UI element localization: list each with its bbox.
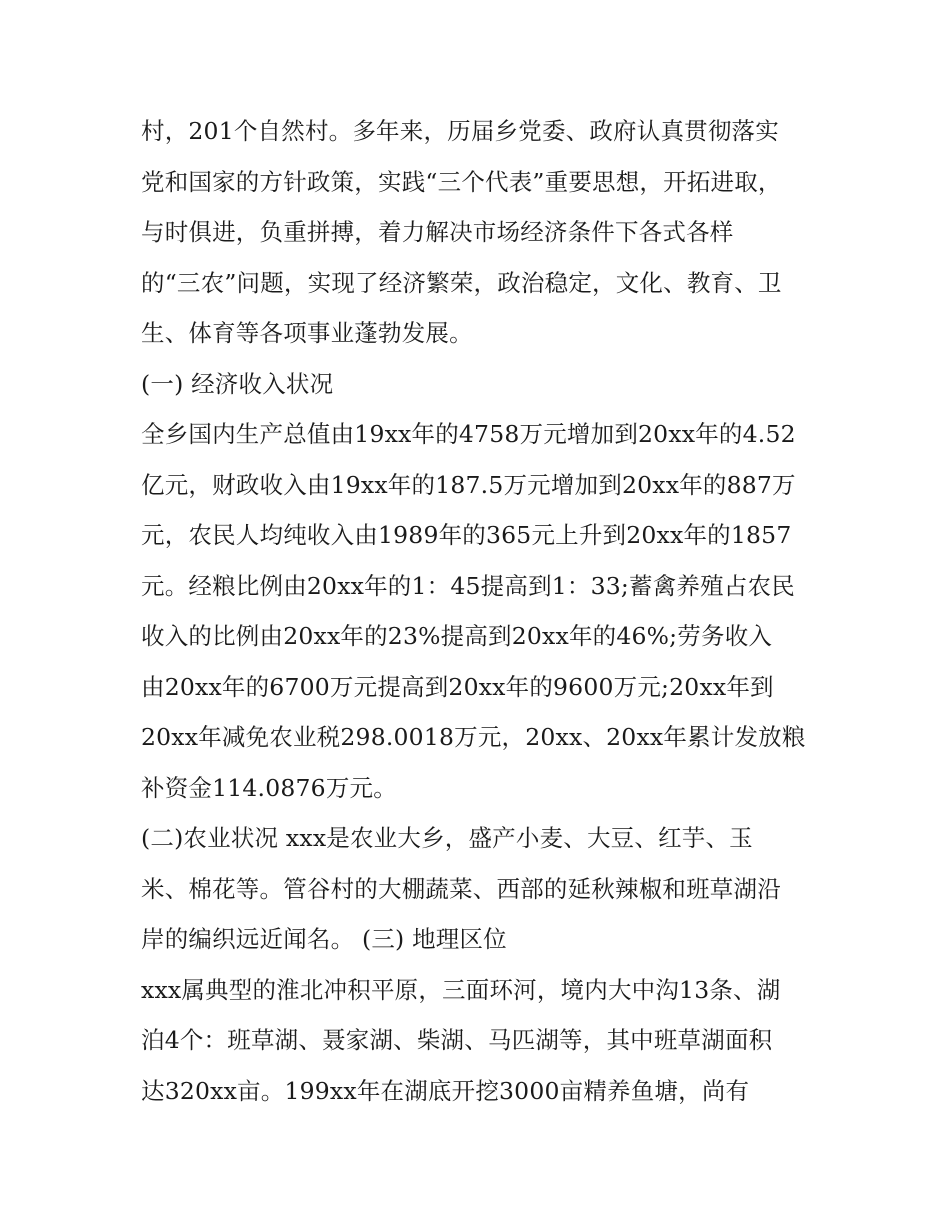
text-line: (二)农业状况 xxx是农业大乡，盛产小麦、大豆、红芋、玉	[141, 824, 753, 852]
text-line: 全乡国内生产总值由19xx年的4758万元增加到20xx年的4.52	[141, 420, 796, 448]
text-line: 由20xx年的6700万元提高到20xx年的9600万元;20xx年到	[141, 672, 774, 701]
text-line: xxx属典型的淮北冲积平原，三面环河，境内大中沟13条、湖	[141, 975, 781, 1004]
section-heading: (一) 经济收入状况	[141, 369, 334, 398]
text-line: 20xx年减免农业税298.0018万元，20xx、20xx年累计发放粮	[141, 723, 806, 751]
text-line: 与时俱进，负重拼搏，着力解决市场经济条件下各式各样	[141, 218, 734, 246]
text-line: 生、体育等各项事业蓬勃发展。	[141, 319, 473, 347]
text-line: 收入的比例由20xx年的23%提高到20xx年的46%;劳务收入	[141, 622, 773, 650]
text-line: 的“三农”问题，实现了经济繁荣，政治稳定，文化、教育、卫	[141, 268, 782, 297]
text-line: 村，201个自然村。多年来，历届乡党委、政府认真贯彻落实	[141, 117, 779, 145]
text-line: 补资金114.0876万元。	[141, 773, 397, 802]
document-body	[141, 106, 831, 1116]
text-line: 元，农民人均纯收入由1989年的365元上升到20xx年的1857	[141, 521, 792, 549]
text-line: 元。经粮比例由20xx年的1：45提高到1：33;蓄禽养殖占农民	[141, 571, 795, 600]
text-line: 米、棉花等。管谷村的大棚蔬菜、西部的延秋辣椒和班草湖沿	[141, 874, 781, 903]
text-line: 泊4个：班草湖、聂家湖、柴湖、马匹湖等，其中班草湖面积	[141, 1026, 773, 1054]
text-line: 岸的编织远近闻名。 (三) 地理区位	[141, 925, 507, 953]
text-line: 达320xx亩。199xx年在湖底开挖3000亩精养鱼塘，尚有	[141, 1076, 750, 1105]
text-line: 党和国家的方针政策，实践“三个代表”重要思想，开拓进取，	[141, 167, 782, 196]
text-line: 亿元，财政收入由19xx年的187.5万元增加到20xx年的887万	[141, 470, 796, 499]
